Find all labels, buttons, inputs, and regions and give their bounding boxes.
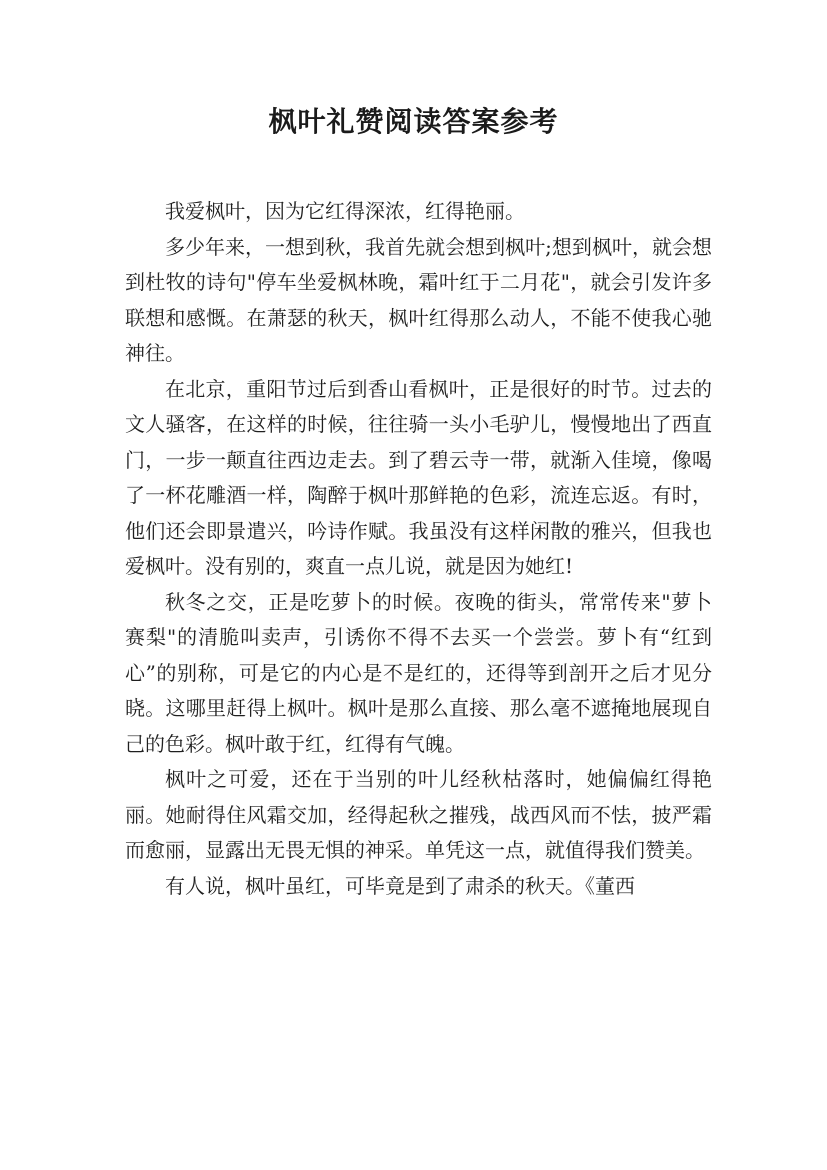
paragraph: 枫叶之可爱，还在于当别的叶儿经秋枯落时，她偏偏红得艳丽。她耐得住风霜交加，经得起秋之摧残，战西风而不怯，披严霜而愈丽，显露出无畏无惧的神采。单凭这一点，就值得我们赞美。 (125, 767, 712, 862)
paragraph: 有人说，枫叶虽红，可毕竟是到了肃杀的秋天。《董西 (165, 873, 635, 898)
paragraph: 多少年来，一想到秋，我首先就会想到枫叶;想到枫叶，就会想到杜牧的诗句"停车坐爱枫林晚，霜叶红于二月花"，就会引发许多联想和感慨。在萧瑟的秋天，枫叶红得那么动人，不能不使我心驰神往。 (125, 234, 712, 365)
paragraph: 秋冬之交，正是吃萝卜的时候。夜晚的街头，常常传来"萝卜赛梨"的清脆叫卖声，引诱你不得不去买一个尝尝。萝卜有“红到心”的别称，可是它的内心是不是红的，还得等到剖开之后才见分晓。这哪里赶得上枫叶。枫叶是那么直接、那么毫不遮掩地展现自己的色彩。枫叶敢于红，红得有气魄。 (125, 589, 712, 756)
document-title: 枫叶礼赞阅读答案参考 (268, 105, 559, 138)
paragraph: 在北京，重阳节过后到香山看枫叶，正是很好的时节。过去的文人骚客，在这样的时候，往往骑一头小毛驴儿，慢慢地出了西直门，一步一颠直往西边走去。到了碧云寺一带，就渐入佳境，像喝了一杯花雕酒一样，陶醉于枫叶那鲜艳的色彩，流连忘返。有时，他们还会即景遣兴，吟诗作赋。我虽没有这样闲散的雅兴，但我也爱枫叶。没有别的，爽直一点儿说，就是因为她红! (125, 376, 712, 578)
paragraph: 我爱枫叶，因为它红得深浓，红得艳丽。 (165, 199, 525, 223)
document-body (125, 194, 712, 904)
